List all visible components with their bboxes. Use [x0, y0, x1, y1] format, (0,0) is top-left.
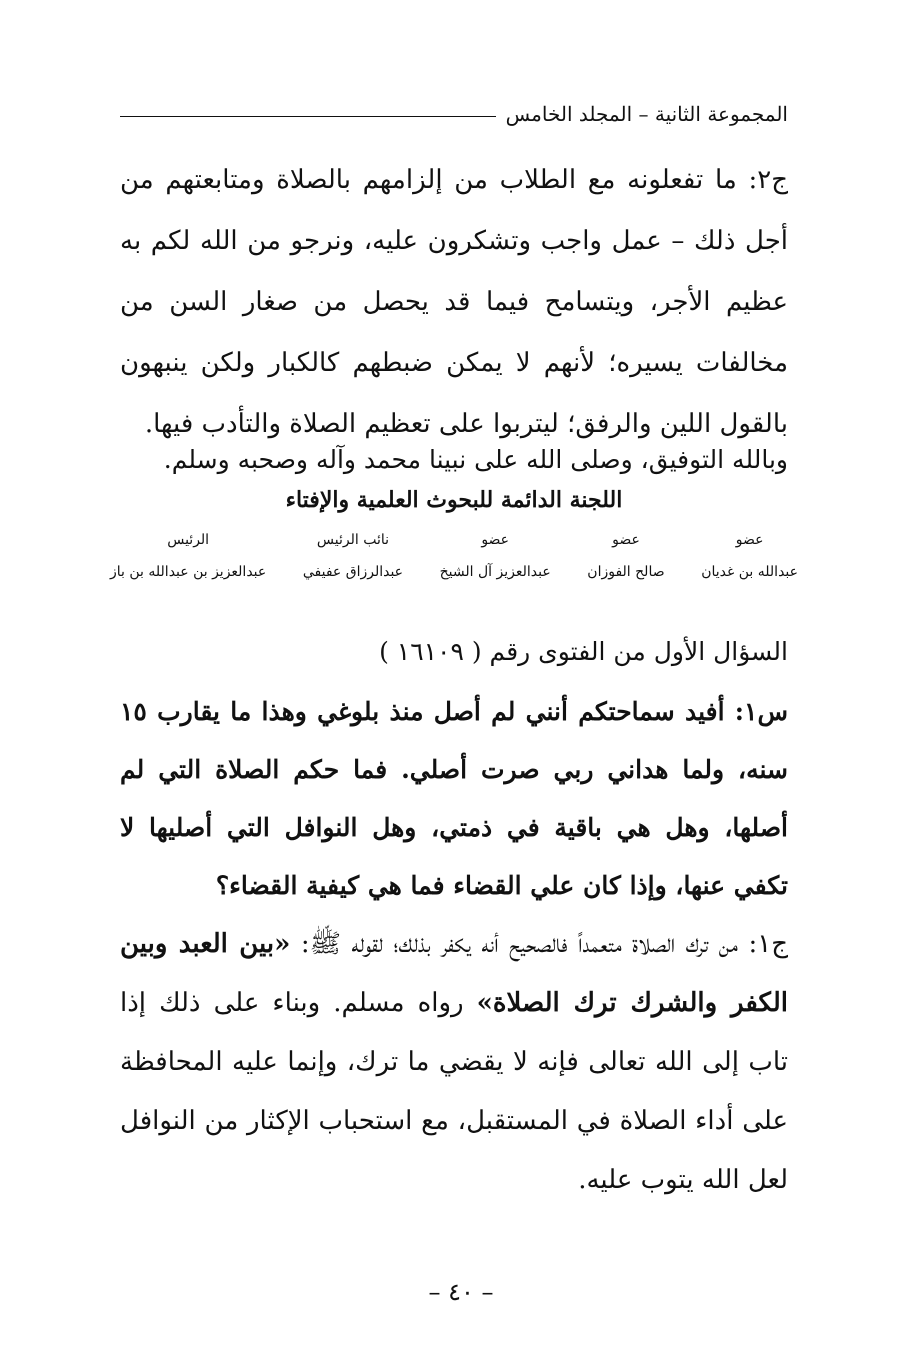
running-header	[120, 98, 788, 130]
member-role: نائب الرئيس	[316, 532, 390, 548]
member-name: عبدالعزيز بن عبدالله بن باز	[110, 564, 267, 580]
answer-1-paragraph	[120, 915, 788, 1210]
question-1-paragraph: س١: أفيد سماحتكم أنني لم أصل منذ بلوغي وهذا ما يقارب ١٥ سنه، ولما هداني ربي صرت أصلي. فما حكم الصلاة التي لم أصلها، وهل هي باقية في ذمتي، وهل النوافل التي أصليها لا تكفي عنها، وإذا كان علي القضاء فما هي كيفية القضاء؟	[120, 697, 788, 900]
member-role: عضو	[735, 532, 764, 548]
member-4	[303, 528, 403, 592]
fatwa-heading: السؤال الأول من الفتوى رقم ( ١٦١٠٩ )	[379, 637, 788, 666]
member-role: عضو	[481, 532, 510, 548]
page-number: – ٤٠ –	[428, 1278, 494, 1306]
closing-prayer: وبالله التوفيق، وصلى الله على نبينا محمد وآله وصحبه وسلم.	[163, 445, 788, 474]
member-name: عبدالرزاق عفيفي	[302, 564, 404, 580]
header-title: المجموعة الثانية – المجلد الخامس	[505, 102, 788, 126]
committee-name: اللجنة الدائمة للبحوث العلمية والإفتاء	[285, 487, 623, 513]
member-5	[110, 528, 266, 592]
member-name: صالح الفوزان	[587, 564, 665, 580]
member-role: عضو	[612, 532, 640, 548]
member-3	[440, 528, 551, 592]
member-2	[587, 528, 664, 592]
header-rule	[120, 116, 496, 117]
answer-1-text-before: ج١: من ترك الصلاة متعمداً فالصحيح أنه يكفر بذلك؛ لقوله ﷺ:	[290, 929, 788, 959]
hadith-quote: «بين العبد وبين الكفر والشرك ترك الصلاة»	[120, 929, 788, 1018]
member-name: عبدالله بن غديان	[701, 564, 798, 580]
answer-2-paragraph: ج٢: ما تفعلونه مع الطلاب من إلزامهم بالصلاة ومتابعتهم من أجل ذلك – عمل واجب وتشكرون عليه، ونرجو من الله لكم به عظيم الأجر، ويتسامح فيما قد يحصل من صغار السن من مخالفات يسيره؛ لأنهم لا يمكن ضبطهم كالكبار ولكن ينبهون بالقول اللين والرفق؛ ليتربوا على تعظيم الصلاة والتأدب فيها.	[120, 165, 788, 439]
member-role: الرئيس	[167, 532, 210, 548]
member-1	[701, 528, 798, 592]
member-name: عبدالعزيز آل الشيخ	[439, 564, 551, 580]
answer-1-text-after: رواه مسلم. وبناء على ذلك إذا تاب إلى الله تعالى فإنه لا يقضي ما ترك، وإنما عليه المحافظة على أداء الصلاة في المستقبل، مع استحباب الإكثار من النوافل لعل الله يتوب عليه.	[120, 988, 788, 1195]
committee-members	[110, 528, 798, 592]
